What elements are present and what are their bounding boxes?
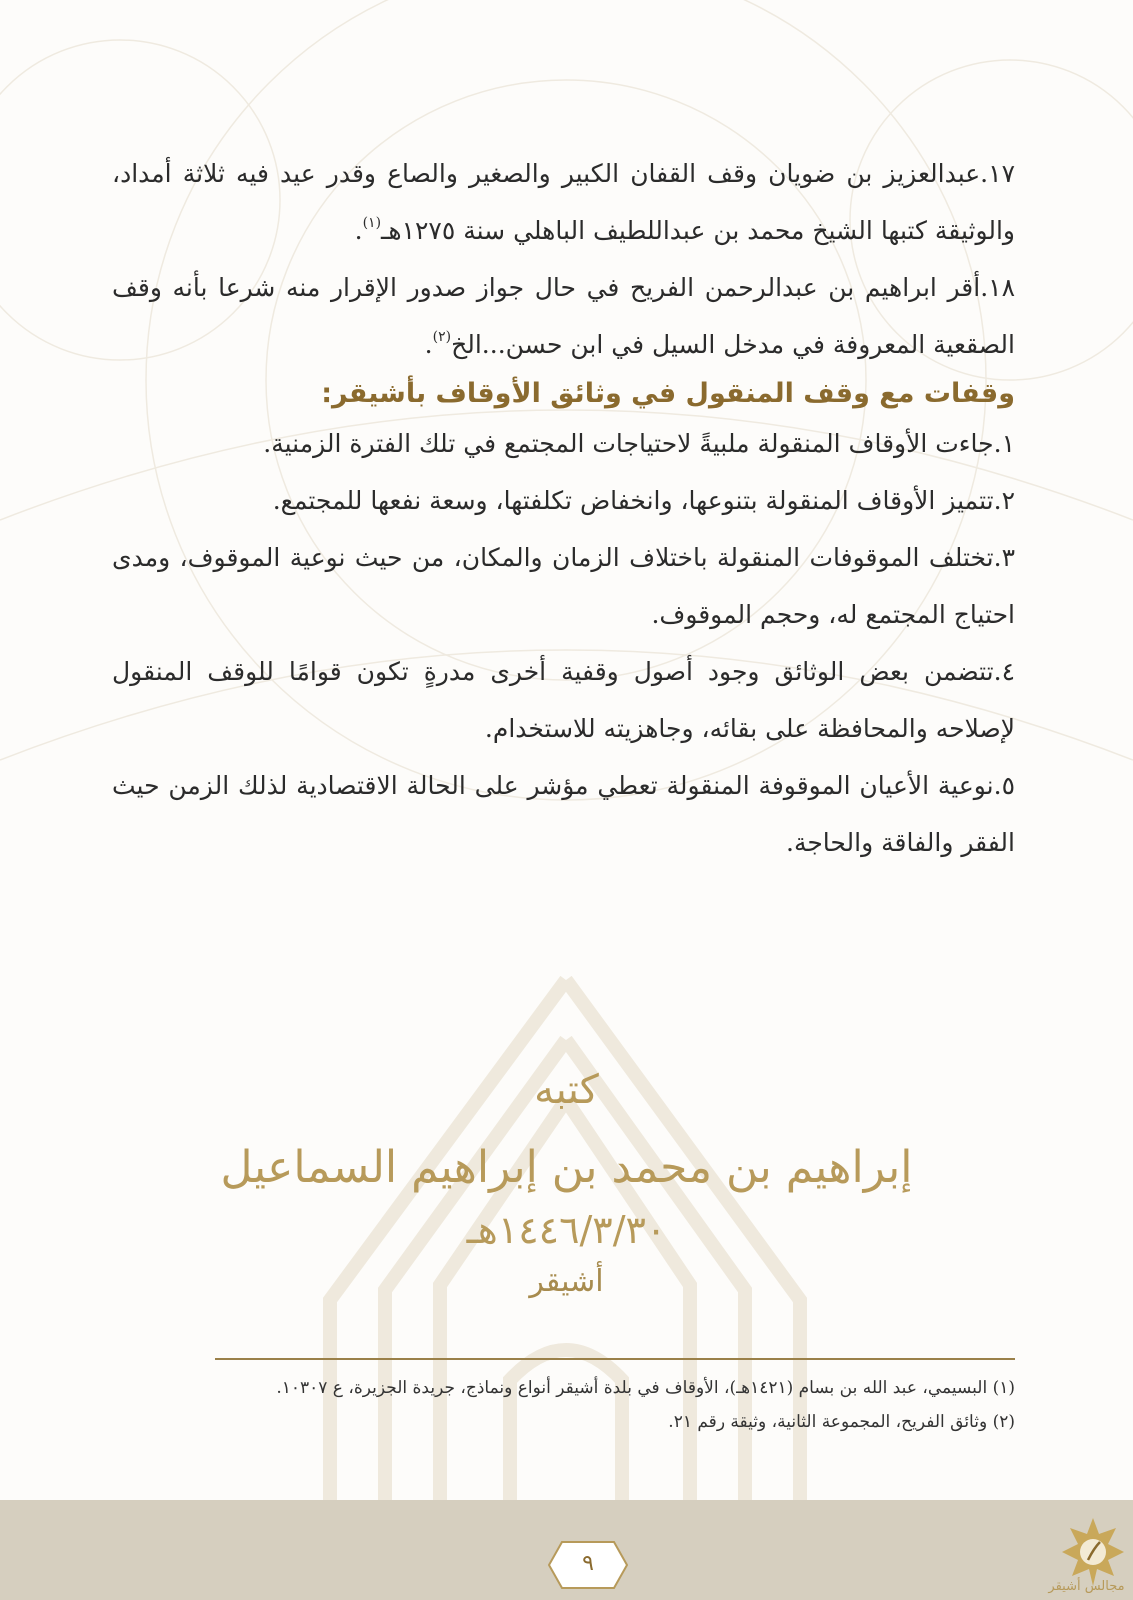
paragraph-18: ١٨.أقر ابراهيم بن عبدالرحمن الفريح في حال جواز صدور الإقرار منه شرعا بأنه وقف الصقعية المعروفة في مدخل السيل في ابن حسن...الخ$^{(٢)}$.: [112, 273, 1015, 359]
signature-wrote: كتبه: [534, 1067, 599, 1113]
point-item: ٣.تختلف الموقوفات المنقولة باختلاف الزمان والمكان، من حيث نوعية الموقوف، ومدى احتياج المجتمع له، وحجم الموقوف.: [112, 543, 1015, 629]
point-item: ٢.تتميز الأوقاف المنقولة بتنوعها، وانخفاض تكلفتها، وسعة نفعها للمجتمع.: [272, 486, 1015, 515]
footnote-divider: [215, 1358, 1015, 1360]
point-item: ٤.تتضمن بعض الوثائق وجود أصول وقفية أخرى مدرةٍ تكون قوامًا للوقف المنقول لإصلاحه والمحافظة على بقائه، وجاهزيته للاستخدام.: [112, 657, 1015, 743]
footnote-ref-2[interactable]: (٢): [432, 329, 452, 345]
logo-caption: مجالس أشيقر: [1048, 1579, 1125, 1594]
point-item: ١.جاءت الأوقاف المنقولة ملبيةً لاحتياجات المجتمع في تلك الفترة الزمنية.: [263, 429, 1015, 458]
paragraph-17: ١٧.عبدالعزيز بن ضويان وقف القفان الكبير والصغير والصاع وقدر عيد فيه ثلاثة أمداد، والوثيقة كتبها الشيخ محمد بن عبداللطيف الباهلي سنة ١٢٧٥هـ$^{(١)}$.: [112, 159, 1015, 245]
footnote-ref-1[interactable]: (١): [362, 215, 382, 231]
page-number: ٩: [582, 1551, 594, 1576]
main-content: [112, 145, 1015, 871]
signature-place: أشيقر: [529, 1264, 604, 1299]
signature-date: ١٤٤٦/٣/٣٠هـ: [466, 1208, 667, 1252]
point-item: ٥.نوعية الأعيان الموقوفة المنقولة تعطي مؤشر على الحالة الاقتصادية لذلك الزمن حيث الفقر والفاقة والحاجة.: [112, 771, 1015, 857]
footnote-2: (٢) وثائق الفريح، المجموعة الثانية، وثيقة رقم ٢١.: [668, 1412, 1015, 1432]
section-heading: وقفات مع وقف المنقول في وثائق الأوقاف بأشيقر:: [321, 378, 1015, 409]
author-name: إبراهيم بن محمد بن إبراهيم السماعيل: [220, 1142, 913, 1193]
footnote-1: (١) البسيمي، عبد الله بن بسام (١٤٢١هـ)، الأوقاف في بلدة أشيقر أنواع ونماذج، جريدة الجزيرة، ع ١٠٣٠٧.: [276, 1378, 1015, 1398]
footnotes: [215, 1371, 1015, 1439]
